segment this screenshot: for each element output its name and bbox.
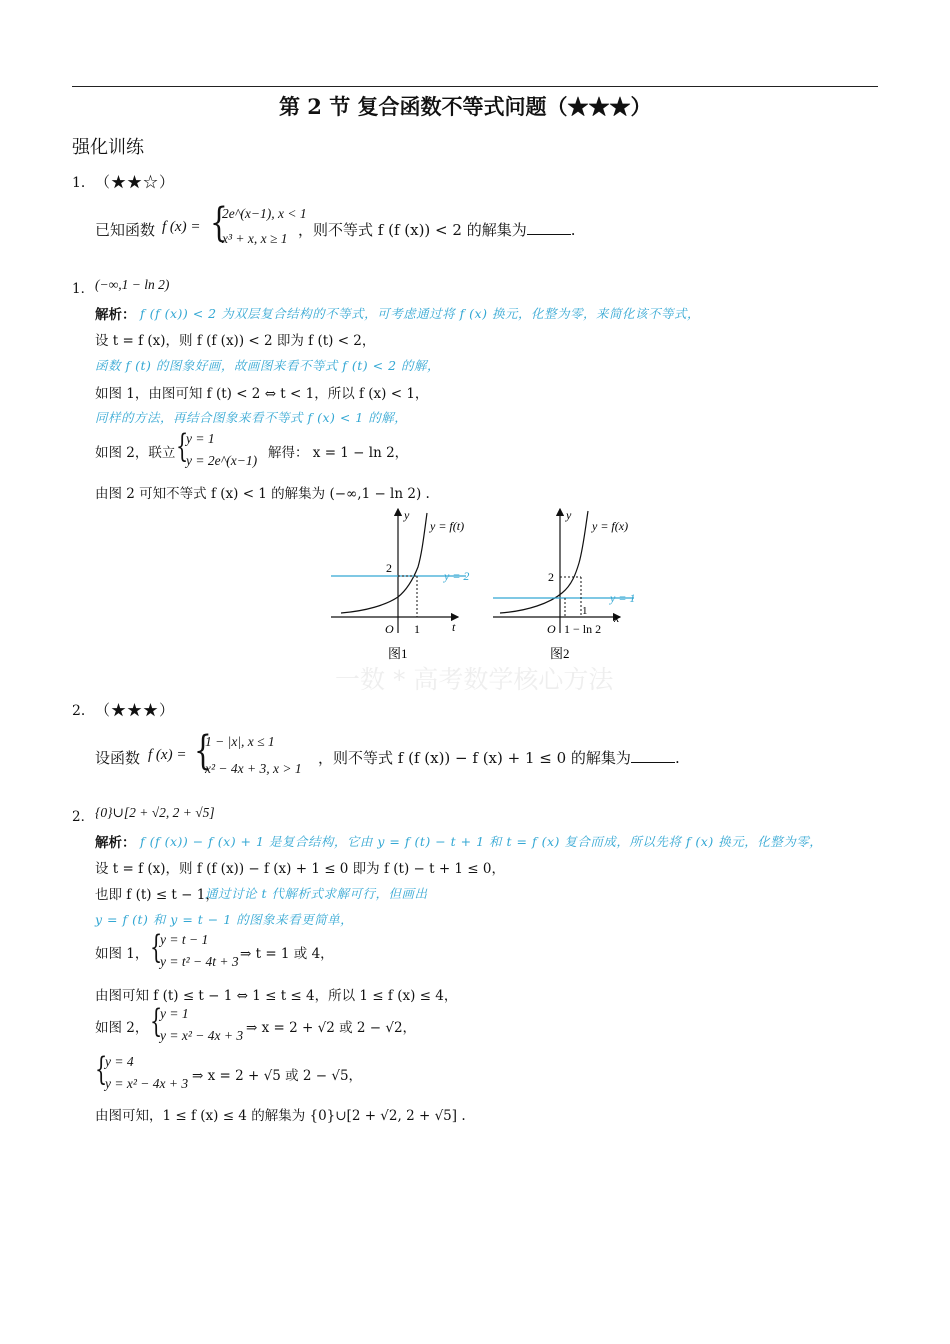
answer-2-sys1-eq1: y = t − 1 [160,932,209,947]
problem-2-fx: f (x) = [148,747,187,763]
fig1-line-label: y = 2 [444,569,470,583]
fig1-origin: O [385,622,394,636]
answer-1-line-6: 解得： x = 1 − ln 2， [268,445,409,461]
answer-1-number: 1． [72,281,95,297]
problem-2-number: 2． [72,703,95,719]
answer-2-value: {0}∪[2 + √2, 2 + √5] [95,805,215,820]
answer-2-sys3-brace: { [95,1050,108,1088]
answer-2-line-0: f (f (x)) − f (x) + 1 是复合结构，它由 y = f (t) − t + 1 和 t = f (x) 复合而成，所以先将 f (x) 换元，化整为零， [140,834,823,849]
answer-2-line-5: 如图 1， [95,946,149,962]
problem-2-suffix: ，则不等式 f (f (x)) − f (x) + 1 ≤ 0 的解集为 . [318,749,680,767]
problem-2-case1: 1 − |x|, x ≤ 1 [205,734,275,749]
problem-2-prefix: 设函数 [95,749,141,767]
fig1-tick-x: 1 [414,622,420,636]
answer-2-line-8: 如图 2， [95,1020,149,1036]
answer-2-line-2: 也即 f (t) ≤ t − 1， [95,887,219,903]
answer-2-sys1-brace: { [150,928,163,966]
fig1-curve-label: y = f(t) [430,519,465,533]
answer-2-line-9: ⇒ x = 2 + √2 或 2 − √2， [246,1020,417,1036]
problem-1-number: 1． [72,175,95,191]
fig2-label-x: x [614,611,620,625]
problem-1-fx: f (x) = [162,219,201,235]
answer-1-value: (−∞,1 − ln 2) [95,277,170,292]
fig1-tick-y: 2 [386,561,392,575]
answer-1-system-eq2: y = 2e^(x−1) [186,453,258,468]
fig2-label-y: y [566,508,572,522]
problem-1-brace: { [210,200,228,246]
answer-1-system-eq1: y = 1 [186,431,215,446]
problem-2-brace: { [194,728,212,774]
answer-1-line-5: 如图 2，联立 [95,445,176,461]
fig2-curve-label: y = f(x) [592,519,629,533]
answer-1-line-2: 函数 f (t) 的图象好画，故画图来看不等式 f (t) < 2 的解， [95,358,441,373]
answer-2-sys2-eq2: y = x² − 4x + 3 [160,1028,244,1043]
problem-2-blank [631,748,675,763]
fig2-origin: O [547,622,556,636]
fig2-tick-x: 1 [582,605,588,617]
fig2-tick-x2: 1 − ln 2 [564,622,602,636]
fig1-caption: 图1 [388,646,408,661]
figure-2 [488,505,648,670]
fig2-tick-y: 2 [548,570,554,584]
fig1-label-y: y [404,508,410,522]
top-rule [72,86,878,87]
answer-1-line-7: 由图 2 可知不等式 f (x) < 1 的解集为 (−∞,1 − ln 2) . [95,486,430,502]
fig1-label-x: t [452,620,456,634]
problem-1-stars: （★★☆） [95,173,176,191]
problem-1-blank [527,220,571,235]
answer-2-line-3: 通过讨论 t 代解析式求解可行，但画出 [205,886,428,901]
problem-2-stars: （★★★） [95,701,176,719]
section-heading: 强化训练 [72,137,144,158]
problem-1-case1: 2e^(x−1), x < 1 [222,206,307,221]
answer-1-line-4: 同样的方法，再结合图象来看不等式 f (x) < 1 的解， [95,410,408,425]
problem-2-case2: x² − 4x + 3, x > 1 [205,761,302,776]
problem-1-case2: x³ + x, x ≥ 1 [222,231,288,246]
answer-2-sys2-brace: { [150,1002,163,1040]
answer-2-line-11: 由图可知，1 ≤ f (x) ≤ 4 的解集为 {0}∪[2 + √2, 2 + √5] . [95,1108,466,1124]
answer-2-line-6: ⇒ t = 1 或 4， [240,946,334,962]
problem-1-prefix: 已知函数 [95,221,156,239]
fig2-caption: 图2 [550,646,570,661]
answer-1-line-3: 如图 1，由图可知 f (t) < 2 ⇔ t < 1，所以 f (x) < 1， [95,386,429,402]
answer-2-line-10: ⇒ x = 2 + √5 或 2 − √5， [192,1068,363,1084]
problem-1-suffix: ，则不等式 f (f (x)) < 2 的解集为 . [298,221,576,239]
answer-2-line-4: y = f (t) 和 y = t − 1 的图象来看更简单， [95,912,354,927]
answer-1-label: 解析： [95,307,136,323]
answer-2-sys3-eq1: y = 4 [105,1054,134,1069]
answer-1-line-0: f (f (x)) < 2 为双层复合结构的不等式，可考虑通过将 f (x) 换元，化整为零，来简化该不等式， [140,306,700,321]
answer-2-sys1-eq2: y = t² − 4t + 3 [160,954,239,969]
answer-2-line-7: 由图可知 f (t) ≤ t − 1 ⇔ 1 ≤ t ≤ 4，所以 1 ≤ f (x) ≤ 4， [95,988,458,1004]
answer-1-system-brace: { [176,427,189,465]
figure-1 [326,505,486,670]
fig2-line-label: y = 1 [610,591,636,605]
fig1-curve [341,513,427,613]
answer-2-line-1: 设 t = f (x)，则 f (f (x)) − f (x) + 1 ≤ 0 即为 f (t) − t + 1 ≤ 0， [95,861,506,877]
watermark-text: 一数 * 高考数学核心方法 [335,665,614,694]
answer-2-number: 2． [72,809,95,825]
answer-1-line-1: 设 t = f (x)，则 f (f (x)) < 2 即为 f (t) < 2， [95,333,376,349]
answer-2-sys3-eq2: y = x² − 4x + 3 [105,1076,189,1091]
page-title: 第 2 节 复合函数不等式问题（★★★） [279,94,652,119]
answer-2-label: 解析： [95,835,136,851]
answer-2-sys2-eq1: y = 1 [160,1006,189,1021]
